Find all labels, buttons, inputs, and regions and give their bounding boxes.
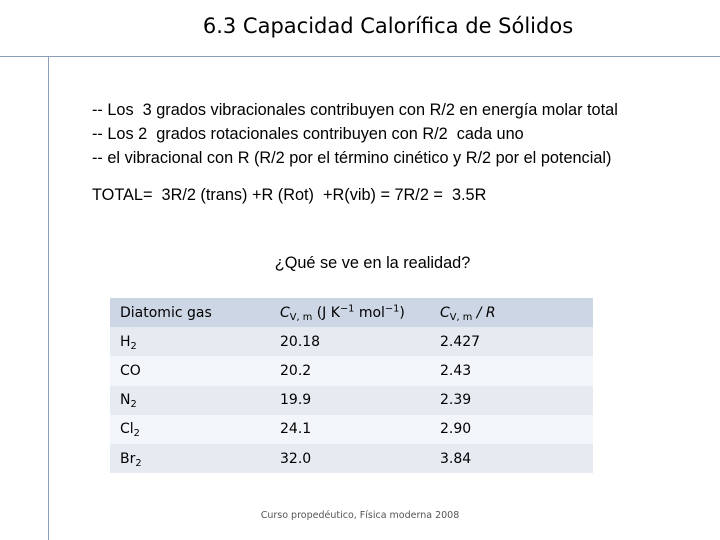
gas-formula: H	[120, 333, 131, 350]
cv-unit-part: mol	[354, 304, 385, 321]
gas-cell	[110, 356, 270, 385]
table-row	[110, 327, 593, 356]
gas-cell	[110, 386, 270, 415]
ratio-cell: 2.427	[430, 327, 593, 356]
cv-unit-part: )	[399, 304, 405, 321]
gas-formula: CO	[120, 362, 141, 379]
bullet-line: -- Los 2 grados rotacionales contribuyen con R/2 cada uno	[92, 125, 524, 143]
ratio-cell: 2.90	[430, 415, 593, 444]
table-row	[110, 386, 593, 415]
gas-subscript: 2	[130, 399, 137, 411]
gas-subscript: 2	[130, 340, 137, 352]
gas-subscript: 2	[135, 457, 142, 469]
gas-cell	[110, 444, 270, 473]
header-gas: Diatomic gas	[110, 298, 270, 327]
cv-symbol: C	[280, 304, 290, 321]
cv-subscript: V, m	[289, 311, 313, 323]
bullet-line: -- Los 3 grados vibracionales contribuyen con R/2 en energía molar total	[92, 101, 618, 119]
ratio-cell: 2.43	[430, 356, 593, 385]
cv-cell: 20.2	[270, 356, 430, 385]
ratio-cell: 2.39	[430, 386, 593, 415]
header-ratio	[430, 298, 593, 327]
bullet-line: -- el vibracional con R (R/2 por el término cinético y R/2 por el potencial)	[92, 149, 612, 167]
cv-unit-part: (J K	[312, 304, 340, 321]
ratio-symbol: C	[440, 304, 450, 321]
cv-cell: 19.9	[270, 386, 430, 415]
ratio-subscript: V, m	[449, 311, 473, 323]
cv-cell: 20.18	[270, 327, 430, 356]
slide-title: 6.3 Capacidad Calorífica de Sólidos	[202, 14, 574, 38]
total-line: TOTAL= 3R/2 (trans) +R (Rot) +R(vib) = 7R/2 = 3.5R	[92, 186, 487, 204]
table-row	[110, 356, 593, 385]
ratio-cell: 3.84	[430, 444, 593, 473]
cv-exponent: −1	[339, 302, 355, 314]
heat-capacity-table	[110, 298, 593, 473]
gas-cell	[110, 415, 270, 444]
gas-subscript: 2	[133, 428, 140, 440]
table-row	[110, 444, 593, 473]
cv-cell: 24.1	[270, 415, 430, 444]
gas-formula: Cl	[120, 421, 134, 438]
gas-formula: Br	[120, 450, 136, 467]
gas-cell	[110, 327, 270, 356]
cv-cell: 32.0	[270, 444, 430, 473]
left-divider	[48, 56, 49, 540]
ratio-denominator: / R	[472, 304, 496, 321]
header-cv	[270, 298, 430, 327]
table-row	[110, 415, 593, 444]
title-divider	[0, 56, 720, 57]
cv-exponent: −1	[384, 302, 400, 314]
gas-formula: N	[120, 392, 131, 409]
bullet-lines	[92, 98, 618, 170]
footer-text: Curso propedéutico, Física moderna 2008	[260, 510, 460, 521]
table-header-row	[110, 298, 593, 327]
question-text: ¿Qué se ve en la realidad?	[274, 254, 471, 272]
